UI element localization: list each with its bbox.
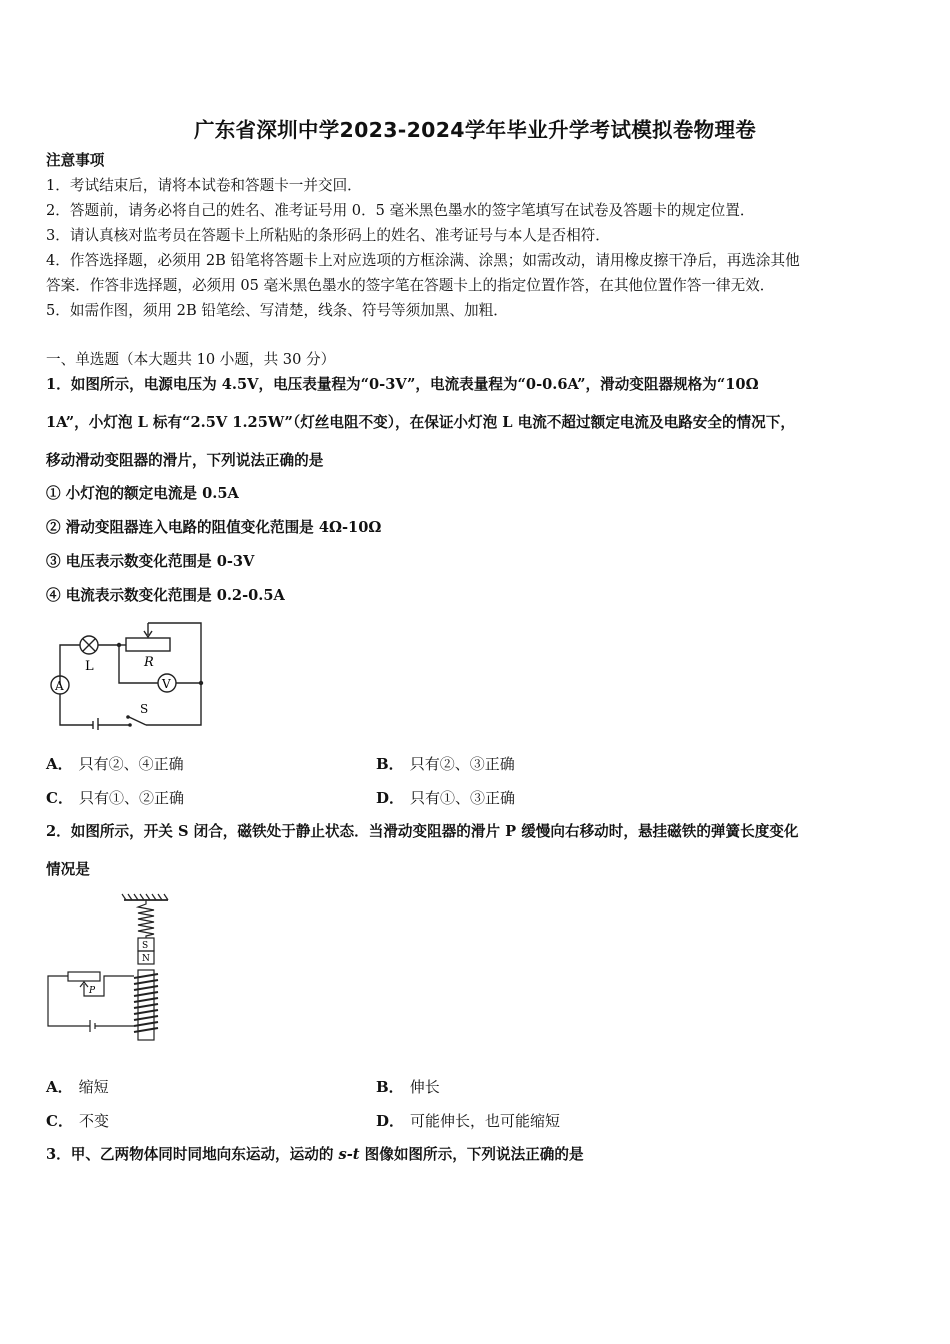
- option-text: 不变: [78, 1112, 109, 1130]
- option-text: 伸长: [409, 1078, 440, 1096]
- option-text: 可能伸长，也可能缩短: [410, 1112, 561, 1130]
- magnet-south-label: S: [142, 941, 149, 951]
- q1-option-c[interactable]: [46, 788, 184, 808]
- notice-heading: 注意事项: [46, 152, 105, 169]
- q2-option-a[interactable]: [46, 1077, 109, 1097]
- q1-statement: ④ 电流表示数变化范围是 0.2-0.5A: [46, 587, 285, 604]
- q3-stem-suffix: 图像如图所示，下列说法正确的是: [359, 1146, 584, 1163]
- junction-dot: [199, 681, 203, 685]
- junction-dot: [117, 643, 121, 647]
- notice-item: 答案．作答非选择题，必须用 05 毫米黑色墨水的签字笔在答题卡上的指定位置作答，在其他位置作答一律无效．: [46, 277, 775, 294]
- page-title: 广东省深圳中学2023-2024学年毕业升学考试模拟卷物理卷: [193, 118, 757, 142]
- q1-statement: ③ 电压表示数变化范围是 0-3V: [46, 553, 255, 570]
- slider-label: P: [89, 986, 96, 996]
- lamp-label: L: [85, 659, 94, 674]
- notice-item: 2．答题前，请务必将自己的姓名、准考证号用 0．5 毫米黑色墨水的签字笔填写在试卷及答题卡的规定位置．: [46, 202, 755, 219]
- q2-stem-line: 2．如图所示，开关 S 闭合，磁铁处于静止状态．当滑动变阻器的滑片 P 缓慢向右移动时，悬挂磁铁的弹簧长度变化: [46, 823, 799, 840]
- q3-stem-variable: s-t: [338, 1146, 360, 1163]
- option-label: D．: [376, 1112, 405, 1130]
- magnet-north-label: N: [142, 954, 150, 964]
- option-label: C．: [46, 789, 73, 807]
- q1-stem-line: 移动滑动变阻器的滑片，下列说法正确的是: [46, 452, 324, 469]
- q2-option-c[interactable]: [46, 1111, 109, 1131]
- option-text: 只有①、③正确: [410, 789, 516, 807]
- q2-option-b[interactable]: [376, 1077, 440, 1097]
- q1-stem-line: 1．如图所示，电源电压为 4.5V，电压表量程为“0-3V”，电流表量程为“0-0.6A”，滑动变阻器规格为“10Ω: [46, 376, 759, 393]
- ammeter-label: A: [55, 679, 64, 693]
- voltmeter-label: V: [162, 677, 171, 691]
- notice-item: 4．作答选择题，必须用 2B 铅笔将答题卡上对应选项的方框涂满、涂黑；如需改动，请用橡皮擦干净后，再选涂其他: [46, 252, 800, 269]
- option-text: 缩短: [78, 1078, 109, 1096]
- notice-item: 5．如需作图，须用 2B 铅笔绘、写清楚，线条、符号等须加黑、加粗．: [46, 302, 508, 319]
- option-label: B．: [376, 1078, 404, 1096]
- notice-item: 1．考试结束后，请将本试卷和答题卡一并交回．: [46, 177, 362, 194]
- q1-statement: ① 小灯泡的额定电流是 0.5A: [46, 485, 239, 502]
- option-label: B．: [376, 755, 404, 773]
- option-label: A．: [46, 1078, 73, 1096]
- rheostat-label: R: [144, 655, 154, 670]
- q1-statement: ② 滑动变阻器连入电路的阻值变化范围是 4Ω-10Ω: [46, 519, 382, 536]
- q1-option-d[interactable]: [376, 788, 515, 808]
- switch-label: S: [140, 702, 149, 716]
- option-label: D．: [376, 789, 405, 807]
- q1-option-a[interactable]: [46, 754, 184, 774]
- q2-option-d[interactable]: [376, 1111, 560, 1131]
- q2-stem-line: 情况是: [46, 861, 90, 878]
- option-text: 只有②、④正确: [78, 755, 184, 773]
- q1-stem-line: 1A”，小灯泡 L 标有“2.5V 1.25W”（灯丝电阻不变），在保证小灯泡 L 电流不超过额定电流及电路安全的情况下，: [46, 414, 795, 431]
- q3-stem-line: [46, 1145, 584, 1165]
- section-heading: 一、单选题（本大题共 10 小题，共 30 分）: [46, 351, 336, 368]
- q3-stem-prefix: 3．甲、乙两物体同时同地向东运动，运动的: [46, 1146, 339, 1163]
- option-text: 只有②、③正确: [409, 755, 515, 773]
- q1-option-b[interactable]: [376, 754, 515, 774]
- option-label: C．: [46, 1112, 73, 1130]
- q1-circuit-diagram: [44, 615, 214, 730]
- option-text: 只有①、②正确: [78, 789, 184, 807]
- q2-electromagnet-diagram: [44, 892, 174, 1042]
- notice-item: 3．请认真核对监考员在答题卡上所粘贴的条形码上的姓名、准考证号与本人是否相符．: [46, 227, 610, 244]
- option-label: A．: [46, 755, 73, 773]
